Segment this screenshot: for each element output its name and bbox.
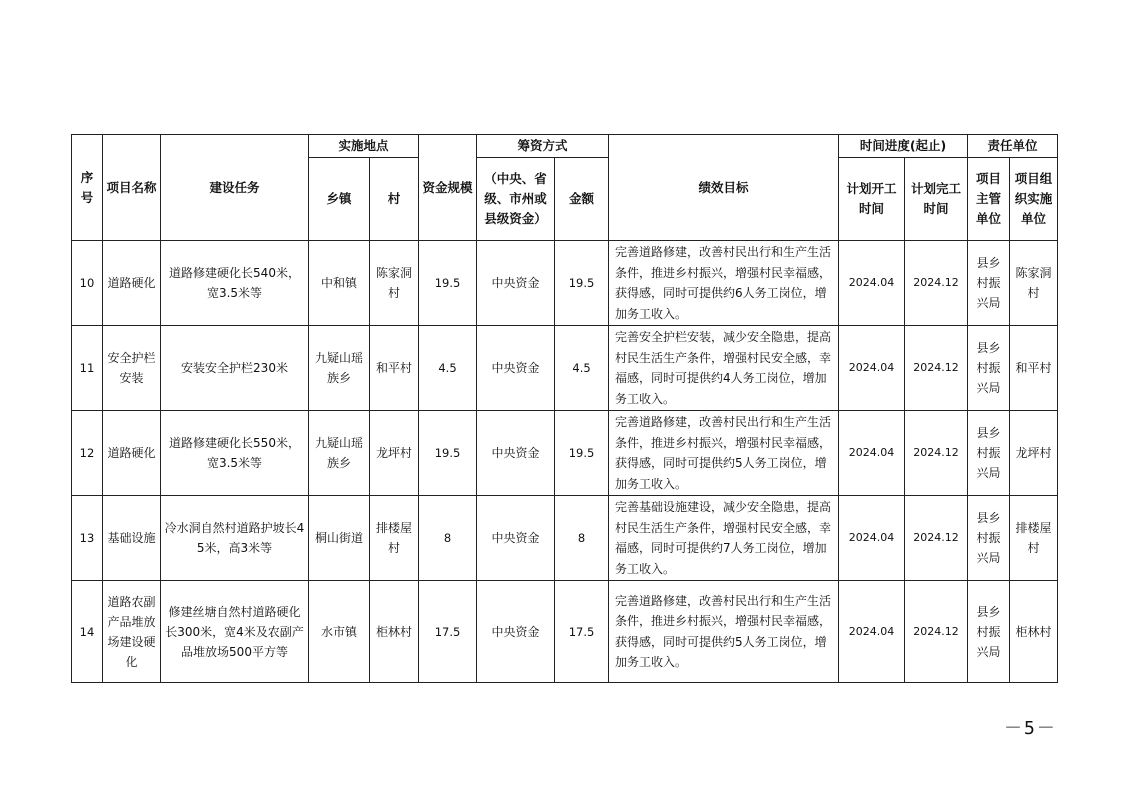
row-scale: 19.5 — [419, 241, 477, 326]
header-dept: 项目主管单位 — [968, 158, 1010, 241]
row-amount: 19.5 — [555, 411, 609, 496]
row-impl: 陈家洞村 — [1010, 241, 1058, 326]
row-source: 中央资金 — [477, 581, 555, 683]
row-scale: 19.5 — [419, 411, 477, 496]
row-impl: 和平村 — [1010, 326, 1058, 411]
row-impl: 排楼屋村 — [1010, 496, 1058, 581]
row-start: 2024.04 — [839, 581, 905, 683]
header-start: 计划开工时间 — [839, 158, 905, 241]
row-start: 2024.04 — [839, 241, 905, 326]
header-amount: 金额 — [555, 158, 609, 241]
row-amount: 8 — [555, 496, 609, 581]
row-village: 陈家洞村 — [370, 241, 419, 326]
row-name: 道路农副产品堆放场建设硬化 — [103, 581, 161, 683]
row-dept: 县乡村振兴局 — [968, 496, 1010, 581]
row-goal: 完善道路修建，改善村民出行和生产生活条件，推进乡村振兴，增强村民幸福感，获得感，同时可提供约6人务工岗位，增加务工收入。 — [609, 241, 839, 326]
table-row — [72, 496, 1058, 581]
header-responsibility: 责任单位 — [968, 135, 1058, 158]
row-dept: 县乡村振兴局 — [968, 581, 1010, 683]
table-row — [72, 581, 1058, 683]
row-town: 水市镇 — [309, 581, 370, 683]
row-town: 九疑山瑶族乡 — [309, 326, 370, 411]
row-source: 中央资金 — [477, 241, 555, 326]
row-amount: 19.5 — [555, 241, 609, 326]
header-location: 实施地点 — [309, 135, 419, 158]
row-town: 桐山街道 — [309, 496, 370, 581]
row-village: 龙坪村 — [370, 411, 419, 496]
row-goal: 完善道路修建，改善村民出行和生产生活条件，推进乡村振兴，增强村民幸福感，获得感，同时可提供约5人务工岗位，增加务工收入。 — [609, 411, 839, 496]
row-end: 2024.12 — [905, 241, 968, 326]
row-no: 10 — [72, 241, 103, 326]
row-no: 13 — [72, 496, 103, 581]
row-goal: 完善基础设施建设，减少安全隐患，提高村民生活生产条件，增强村民安全感，幸福感，同时可提供约7人务工岗位，增加务工收入。 — [609, 496, 839, 581]
row-task: 道路修建硬化长540米，宽3.5米等 — [161, 241, 309, 326]
row-task: 道路修建硬化长550米，宽3.5米等 — [161, 411, 309, 496]
header-end: 计划完工时间 — [905, 158, 968, 241]
row-goal: 完善安全护栏安装，减少安全隐患，提高村民生活生产条件，增强村民安全感，幸福感，同时可提供约4人务工岗位，增加务工收入。 — [609, 326, 839, 411]
row-town: 中和镇 — [309, 241, 370, 326]
header-goal: 绩效目标 — [609, 135, 839, 241]
header-task: 建设任务 — [161, 135, 309, 241]
row-scale: 4.5 — [419, 326, 477, 411]
row-name: 道路硬化 — [103, 241, 161, 326]
row-name: 道路硬化 — [103, 411, 161, 496]
row-source: 中央资金 — [477, 411, 555, 496]
row-name: 基础设施 — [103, 496, 161, 581]
table-row — [72, 241, 1058, 326]
page-number: －5－ — [1004, 718, 1057, 739]
row-village: 柜林村 — [370, 581, 419, 683]
row-start: 2024.04 — [839, 411, 905, 496]
row-scale: 8 — [419, 496, 477, 581]
row-task: 修建丝塘自然村道路硬化长300米，宽4米及农副产品堆放场500平方等 — [161, 581, 309, 683]
row-dept: 县乡村振兴局 — [968, 326, 1010, 411]
row-task: 安装安全护栏230米 — [161, 326, 309, 411]
header-funding: 筹资方式 — [477, 135, 609, 158]
row-town: 九疑山瑶族乡 — [309, 411, 370, 496]
row-impl: 龙坪村 — [1010, 411, 1058, 496]
row-no: 11 — [72, 326, 103, 411]
header-no: 序号 — [72, 135, 103, 241]
row-amount: 17.5 — [555, 581, 609, 683]
header-source: （中央、省级、市州或县级资金） — [477, 158, 555, 241]
row-no: 14 — [72, 581, 103, 683]
row-start: 2024.04 — [839, 326, 905, 411]
row-name: 安全护栏安装 — [103, 326, 161, 411]
row-goal: 完善道路修建，改善村民出行和生产生活条件，推进乡村振兴，增强村民幸福感，获得感，同时可提供约5人务工岗位，增加务工收入。 — [609, 581, 839, 683]
header-impl: 项目组织实施单位 — [1010, 158, 1058, 241]
row-scale: 17.5 — [419, 581, 477, 683]
row-task: 冷水洞自然村道路护坡长45米，高3米等 — [161, 496, 309, 581]
header-village: 村 — [370, 158, 419, 241]
table-row — [72, 326, 1058, 411]
row-amount: 4.5 — [555, 326, 609, 411]
row-end: 2024.12 — [905, 326, 968, 411]
row-source: 中央资金 — [477, 326, 555, 411]
row-source: 中央资金 — [477, 496, 555, 581]
table-row — [72, 411, 1058, 496]
header-name: 项目名称 — [103, 135, 161, 241]
header-schedule: 时间进度(起止) — [839, 135, 968, 158]
header-scale: 资金规模 — [419, 135, 477, 241]
row-dept: 县乡村振兴局 — [968, 241, 1010, 326]
row-dept: 县乡村振兴局 — [968, 411, 1010, 496]
row-no: 12 — [72, 411, 103, 496]
row-end: 2024.12 — [905, 411, 968, 496]
row-village: 排楼屋村 — [370, 496, 419, 581]
row-village: 和平村 — [370, 326, 419, 411]
row-start: 2024.04 — [839, 496, 905, 581]
header-town: 乡镇 — [309, 158, 370, 241]
row-impl: 柜林村 — [1010, 581, 1058, 683]
row-end: 2024.12 — [905, 496, 968, 581]
row-end: 2024.12 — [905, 581, 968, 683]
project-table — [71, 134, 1058, 683]
